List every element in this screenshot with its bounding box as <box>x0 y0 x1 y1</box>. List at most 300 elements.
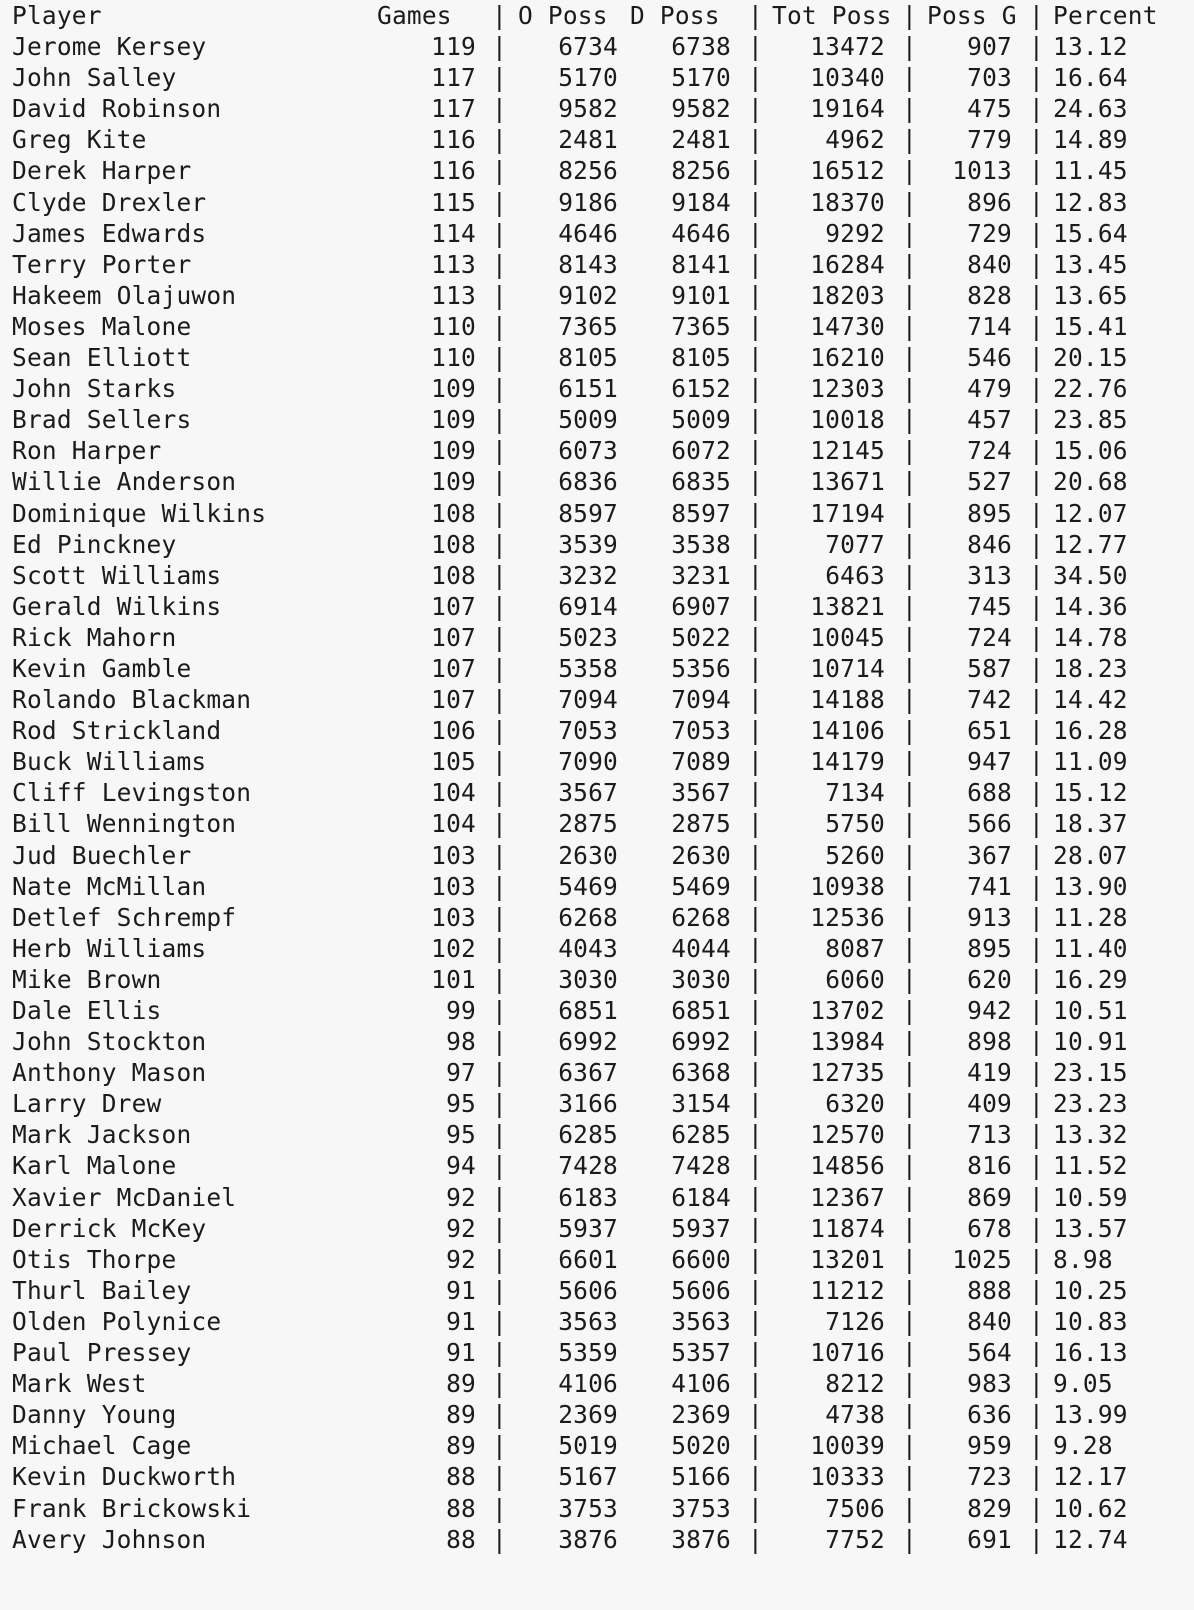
games-cell: 89 <box>446 1431 476 1461</box>
column-separator: | <box>492 685 507 715</box>
tot-poss-cell: 12145 <box>810 436 885 466</box>
d-poss-cell: 5166 <box>671 1462 731 1492</box>
poss-g-cell: 713 <box>967 1120 1012 1150</box>
column-separator: | <box>748 747 763 777</box>
tot-poss-cell: 6463 <box>825 560 885 590</box>
d-poss-cell: 2369 <box>671 1400 731 1430</box>
d-poss-cell: 8141 <box>671 249 731 279</box>
poss-g-cell: 313 <box>967 560 1012 590</box>
d-poss-cell: 4106 <box>671 1369 731 1399</box>
column-separator: | <box>902 1462 917 1492</box>
d-poss-cell: 6072 <box>671 436 731 466</box>
d-poss-cell: 5937 <box>671 1213 731 1243</box>
percent-cell: 13.90 <box>1053 871 1128 901</box>
table-row <box>0 560 1194 591</box>
player-cell: Derrick McKey <box>12 1213 207 1243</box>
column-separator: | <box>492 498 507 528</box>
table-row <box>0 995 1194 1026</box>
column-separator: | <box>492 1524 507 1554</box>
d-poss-cell: 6184 <box>671 1182 731 1212</box>
header-player: Player <box>12 1 102 30</box>
tot-poss-cell: 16284 <box>810 249 885 279</box>
games-cell: 106 <box>431 716 476 746</box>
player-cell: Michael Cage <box>12 1431 192 1461</box>
player-cell: Mark West <box>12 1369 147 1399</box>
column-separator: | <box>1029 1089 1044 1119</box>
percent-cell: 14.89 <box>1053 125 1128 155</box>
column-separator: | <box>1029 374 1044 404</box>
player-cell: Clyde Drexler <box>12 187 207 217</box>
player-cell: Gerald Wilkins <box>12 591 222 621</box>
column-separator: | <box>492 187 507 217</box>
table-row <box>0 1150 1194 1181</box>
games-cell: 107 <box>431 685 476 715</box>
poss-g-cell: 959 <box>967 1431 1012 1461</box>
column-separator: | <box>748 32 763 62</box>
games-cell: 103 <box>431 902 476 932</box>
poss-g-cell: 828 <box>967 280 1012 310</box>
table-row <box>0 715 1194 746</box>
percent-cell: 24.63 <box>1053 94 1128 124</box>
percent-cell: 10.25 <box>1053 1275 1128 1305</box>
column-separator: | <box>748 63 763 93</box>
percent-cell: 11.45 <box>1053 156 1128 186</box>
column-separator: | <box>492 653 507 683</box>
tot-poss-cell: 12735 <box>810 1058 885 1088</box>
column-separator: | <box>902 32 917 62</box>
o-poss-cell: 2875 <box>558 809 618 839</box>
percent-cell: 12.74 <box>1053 1524 1128 1554</box>
column-separator: | <box>748 1431 763 1461</box>
d-poss-cell: 6738 <box>671 32 731 62</box>
poss-g-cell: 1025 <box>952 1244 1012 1274</box>
column-separator: | <box>902 1275 917 1305</box>
header-tot-poss: Tot Poss <box>772 1 892 30</box>
percent-cell: 23.85 <box>1053 405 1128 435</box>
percent-cell: 11.52 <box>1053 1151 1128 1181</box>
column-separator: | <box>748 498 763 528</box>
poss-g-cell: 779 <box>967 125 1012 155</box>
column-separator: | <box>1029 840 1044 870</box>
o-poss-cell: 3539 <box>558 529 618 559</box>
d-poss-cell: 4646 <box>671 218 731 248</box>
player-cell: Willie Anderson <box>12 467 237 497</box>
tot-poss-cell: 19164 <box>810 94 885 124</box>
poss-g-cell: 714 <box>967 311 1012 341</box>
tot-poss-cell: 8212 <box>825 1369 885 1399</box>
player-cell: Nate McMillan <box>12 871 207 901</box>
column-separator: | <box>492 529 507 559</box>
column-separator: | <box>902 1120 917 1150</box>
header-o-poss: O Poss <box>518 1 608 30</box>
games-cell: 108 <box>431 529 476 559</box>
table-row <box>0 777 1194 808</box>
table-row <box>0 840 1194 871</box>
tot-poss-cell: 13472 <box>810 32 885 62</box>
poss-g-cell: 729 <box>967 218 1012 248</box>
tot-poss-cell: 18203 <box>810 280 885 310</box>
tot-poss-cell: 14188 <box>810 685 885 715</box>
tot-poss-cell: 7126 <box>825 1306 885 1336</box>
percent-cell: 13.45 <box>1053 249 1128 279</box>
games-cell: 116 <box>431 125 476 155</box>
games-cell: 102 <box>431 933 476 963</box>
column-separator: | <box>748 405 763 435</box>
d-poss-cell: 8256 <box>671 156 731 186</box>
o-poss-cell: 6151 <box>558 374 618 404</box>
d-poss-cell: 6992 <box>671 1027 731 1057</box>
column-separator: | <box>748 840 763 870</box>
column-separator: | <box>902 1338 917 1368</box>
column-separator: | <box>748 1462 763 1492</box>
tot-poss-cell: 5260 <box>825 840 885 870</box>
player-cell: Avery Johnson <box>12 1524 207 1554</box>
column-separator: | <box>492 1182 507 1212</box>
column-separator: | <box>1029 94 1044 124</box>
column-separator: | <box>1029 871 1044 901</box>
column-separator: | <box>902 467 917 497</box>
games-cell: 109 <box>431 405 476 435</box>
player-cell: Bill Wennington <box>12 809 237 839</box>
table-row <box>0 1213 1194 1244</box>
column-separator: | <box>902 1151 917 1181</box>
column-separator: | <box>748 1338 763 1368</box>
player-cell: Kevin Gamble <box>12 653 192 683</box>
column-separator: | <box>492 1306 507 1336</box>
column-separator: | <box>748 1400 763 1430</box>
d-poss-cell: 5170 <box>671 63 731 93</box>
column-separator: | <box>748 1306 763 1336</box>
column-separator: | <box>1029 591 1044 621</box>
column-separator: | <box>1029 311 1044 341</box>
column-separator: | <box>492 436 507 466</box>
o-poss-cell: 3876 <box>558 1524 618 1554</box>
table-row <box>0 1119 1194 1150</box>
percent-cell: 15.41 <box>1053 311 1128 341</box>
player-cell: Thurl Bailey <box>12 1275 192 1305</box>
column-separator: | <box>492 996 507 1025</box>
tot-poss-cell: 14856 <box>810 1151 885 1181</box>
table-row <box>0 1430 1194 1461</box>
percent-cell: 23.15 <box>1053 1058 1128 1088</box>
table-row <box>0 280 1194 311</box>
column-separator: | <box>902 1431 917 1461</box>
column-separator: | <box>1029 653 1044 683</box>
games-cell: 114 <box>431 218 476 248</box>
column-separator: | <box>492 32 507 62</box>
column-separator: | <box>1029 996 1044 1025</box>
column-separator: | <box>1029 1524 1044 1554</box>
column-separator: | <box>748 218 763 248</box>
tot-poss-cell: 13201 <box>810 1244 885 1274</box>
column-separator: | <box>902 94 917 124</box>
poss-g-cell: 479 <box>967 374 1012 404</box>
games-cell: 108 <box>431 560 476 590</box>
column-separator: | <box>1029 778 1044 808</box>
poss-g-cell: 829 <box>967 1493 1012 1523</box>
player-cell: Dominique Wilkins <box>12 498 267 528</box>
table-row <box>0 933 1194 964</box>
d-poss-cell: 3154 <box>671 1089 731 1119</box>
d-poss-cell: 3030 <box>671 964 731 994</box>
o-poss-cell: 6734 <box>558 32 618 62</box>
poss-g-cell: 895 <box>967 933 1012 963</box>
column-separator: | <box>902 1244 917 1274</box>
games-cell: 98 <box>446 1027 476 1057</box>
table-row <box>0 1461 1194 1492</box>
tot-poss-cell: 18370 <box>810 187 885 217</box>
column-separator: | <box>492 1213 507 1243</box>
percent-cell: 12.17 <box>1053 1462 1128 1492</box>
percent-cell: 13.12 <box>1053 32 1128 62</box>
column-separator: | <box>1029 809 1044 839</box>
percent-cell: 11.28 <box>1053 902 1128 932</box>
poss-g-cell: 691 <box>967 1524 1012 1554</box>
player-cell: Sean Elliott <box>12 343 192 373</box>
tot-poss-cell: 12570 <box>810 1120 885 1150</box>
column-separator: | <box>492 467 507 497</box>
table-row <box>0 31 1194 62</box>
column-separator: | <box>492 1120 507 1150</box>
column-separator: | <box>492 778 507 808</box>
column-separator: | <box>492 1244 507 1274</box>
table-row <box>0 1244 1194 1275</box>
tot-poss-cell: 7752 <box>825 1524 885 1554</box>
d-poss-cell: 6835 <box>671 467 731 497</box>
d-poss-cell: 5020 <box>671 1431 731 1461</box>
o-poss-cell: 2481 <box>558 125 618 155</box>
column-separator: | <box>492 1338 507 1368</box>
o-poss-cell: 6285 <box>558 1120 618 1150</box>
d-poss-cell: 5022 <box>671 622 731 652</box>
column-separator: | <box>748 94 763 124</box>
column-separator: | <box>902 343 917 373</box>
column-separator: | <box>492 343 507 373</box>
percent-cell: 12.77 <box>1053 529 1128 559</box>
column-separator: | <box>902 685 917 715</box>
poss-g-cell: 816 <box>967 1151 1012 1181</box>
column-separator: | <box>902 716 917 746</box>
column-separator: | <box>902 311 917 341</box>
d-poss-cell: 6268 <box>671 902 731 932</box>
column-separator: | <box>1029 1400 1044 1430</box>
poss-g-cell: 869 <box>967 1182 1012 1212</box>
column-separator: | <box>748 374 763 404</box>
percent-cell: 14.36 <box>1053 591 1128 621</box>
poss-g-cell: 688 <box>967 778 1012 808</box>
column-separator: | <box>1029 125 1044 155</box>
column-separator: | <box>748 343 763 373</box>
column-separator: | <box>492 1431 507 1461</box>
column-separator: | <box>748 1058 763 1088</box>
poss-g-cell: 724 <box>967 436 1012 466</box>
d-poss-cell: 3876 <box>671 1524 731 1554</box>
player-cell: James Edwards <box>12 218 207 248</box>
column-separator: | <box>1029 933 1044 963</box>
tot-poss-cell: 14106 <box>810 716 885 746</box>
player-cell: David Robinson <box>12 94 222 124</box>
player-cell: Greg Kite <box>12 125 147 155</box>
d-poss-cell: 2875 <box>671 809 731 839</box>
column-separator: | <box>1029 716 1044 746</box>
poss-g-cell: 741 <box>967 871 1012 901</box>
tot-poss-cell: 13821 <box>810 591 885 621</box>
column-separator: | <box>1029 1 1044 30</box>
column-separator: | <box>748 1089 763 1119</box>
column-separator: | <box>492 1275 507 1305</box>
column-separator: | <box>1029 1182 1044 1212</box>
column-separator: | <box>492 622 507 652</box>
poss-g-cell: 723 <box>967 1462 1012 1492</box>
tot-poss-cell: 11212 <box>810 1275 885 1305</box>
percent-cell: 18.37 <box>1053 809 1128 839</box>
percent-cell: 28.07 <box>1053 840 1128 870</box>
d-poss-cell: 5606 <box>671 1275 731 1305</box>
poss-g-cell: 840 <box>967 1306 1012 1336</box>
o-poss-cell: 6601 <box>558 1244 618 1274</box>
column-separator: | <box>1029 622 1044 652</box>
poss-g-cell: 888 <box>967 1275 1012 1305</box>
table-row <box>0 1524 1194 1555</box>
column-separator: | <box>492 63 507 93</box>
column-separator: | <box>748 1120 763 1150</box>
d-poss-cell: 6600 <box>671 1244 731 1274</box>
player-cell: Scott Williams <box>12 560 222 590</box>
player-cell: Paul Pressey <box>12 1338 192 1368</box>
d-poss-cell: 9184 <box>671 187 731 217</box>
table-row <box>0 373 1194 404</box>
column-separator: | <box>748 778 763 808</box>
o-poss-cell: 2630 <box>558 840 618 870</box>
o-poss-cell: 5170 <box>558 63 618 93</box>
percent-cell: 13.32 <box>1053 1120 1128 1150</box>
column-separator: | <box>748 125 763 155</box>
poss-g-cell: 703 <box>967 63 1012 93</box>
poss-g-cell: 745 <box>967 591 1012 621</box>
tot-poss-cell: 11874 <box>810 1213 885 1243</box>
o-poss-cell: 5009 <box>558 405 618 435</box>
column-separator: | <box>902 747 917 777</box>
table-row <box>0 1399 1194 1430</box>
column-separator: | <box>748 1151 763 1181</box>
table-row <box>0 62 1194 93</box>
percent-cell: 10.83 <box>1053 1306 1128 1336</box>
poss-g-cell: 409 <box>967 1089 1012 1119</box>
column-separator: | <box>1029 280 1044 310</box>
column-separator: | <box>492 1058 507 1088</box>
games-cell: 92 <box>446 1182 476 1212</box>
column-separator: | <box>492 249 507 279</box>
table-row <box>0 435 1194 466</box>
table-row <box>0 1306 1194 1337</box>
column-separator: | <box>492 933 507 963</box>
poss-g-cell: 419 <box>967 1058 1012 1088</box>
player-cell: Rick Mahorn <box>12 622 177 652</box>
games-cell: 91 <box>446 1338 476 1368</box>
games-cell: 104 <box>431 809 476 839</box>
o-poss-cell: 7053 <box>558 716 618 746</box>
poss-g-cell: 587 <box>967 653 1012 683</box>
games-cell: 117 <box>431 63 476 93</box>
poss-g-cell: 367 <box>967 840 1012 870</box>
column-separator: | <box>748 1182 763 1212</box>
column-separator: | <box>902 1369 917 1399</box>
column-separator: | <box>492 280 507 310</box>
o-poss-cell: 3166 <box>558 1089 618 1119</box>
tot-poss-cell: 12536 <box>810 902 885 932</box>
poss-g-cell: 566 <box>967 809 1012 839</box>
o-poss-cell: 7428 <box>558 1151 618 1181</box>
d-poss-cell: 9101 <box>671 280 731 310</box>
column-separator: | <box>492 1400 507 1430</box>
games-cell: 94 <box>446 1151 476 1181</box>
tot-poss-cell: 9292 <box>825 218 885 248</box>
d-poss-cell: 6152 <box>671 374 731 404</box>
column-separator: | <box>902 436 917 466</box>
table-row <box>0 466 1194 497</box>
percent-cell: 16.29 <box>1053 964 1128 994</box>
column-separator: | <box>748 996 763 1025</box>
column-separator: | <box>748 467 763 497</box>
column-separator: | <box>492 405 507 435</box>
o-poss-cell: 8143 <box>558 249 618 279</box>
o-poss-cell: 6268 <box>558 902 618 932</box>
column-separator: | <box>902 498 917 528</box>
poss-g-cell: 678 <box>967 1213 1012 1243</box>
player-cell: John Salley <box>12 63 177 93</box>
tot-poss-cell: 10716 <box>810 1338 885 1368</box>
column-separator: | <box>1029 964 1044 994</box>
column-separator: | <box>902 529 917 559</box>
column-separator: | <box>492 1 507 30</box>
d-poss-cell: 7428 <box>671 1151 731 1181</box>
column-separator: | <box>748 685 763 715</box>
player-cell: Rod Strickland <box>12 716 222 746</box>
column-separator: | <box>492 1151 507 1181</box>
poss-g-cell: 475 <box>967 94 1012 124</box>
percent-cell: 12.83 <box>1053 187 1128 217</box>
column-separator: | <box>492 591 507 621</box>
d-poss-cell: 3231 <box>671 560 731 590</box>
table-row <box>0 1057 1194 1088</box>
o-poss-cell: 6851 <box>558 996 618 1025</box>
column-separator: | <box>902 187 917 217</box>
player-cell: Olden Polynice <box>12 1306 222 1336</box>
column-separator: | <box>1029 63 1044 93</box>
column-separator: | <box>902 996 917 1025</box>
header-games: Games <box>377 1 452 30</box>
o-poss-cell: 4646 <box>558 218 618 248</box>
column-separator: | <box>492 218 507 248</box>
d-poss-cell: 7089 <box>671 747 731 777</box>
player-cell: Jud Buechler <box>12 840 192 870</box>
d-poss-cell: 3563 <box>671 1306 731 1336</box>
percent-cell: 13.57 <box>1053 1213 1128 1243</box>
column-separator: | <box>492 809 507 839</box>
games-cell: 92 <box>446 1213 476 1243</box>
games-cell: 95 <box>446 1120 476 1150</box>
poss-g-cell: 724 <box>967 622 1012 652</box>
player-cell: Hakeem Olajuwon <box>12 280 237 310</box>
games-cell: 88 <box>446 1524 476 1554</box>
column-separator: | <box>748 653 763 683</box>
column-separator: | <box>748 1 763 30</box>
d-poss-cell: 6907 <box>671 591 731 621</box>
tot-poss-cell: 4738 <box>825 1400 885 1430</box>
poss-g-cell: 651 <box>967 716 1012 746</box>
column-separator: | <box>748 249 763 279</box>
tot-poss-cell: 13671 <box>810 467 885 497</box>
